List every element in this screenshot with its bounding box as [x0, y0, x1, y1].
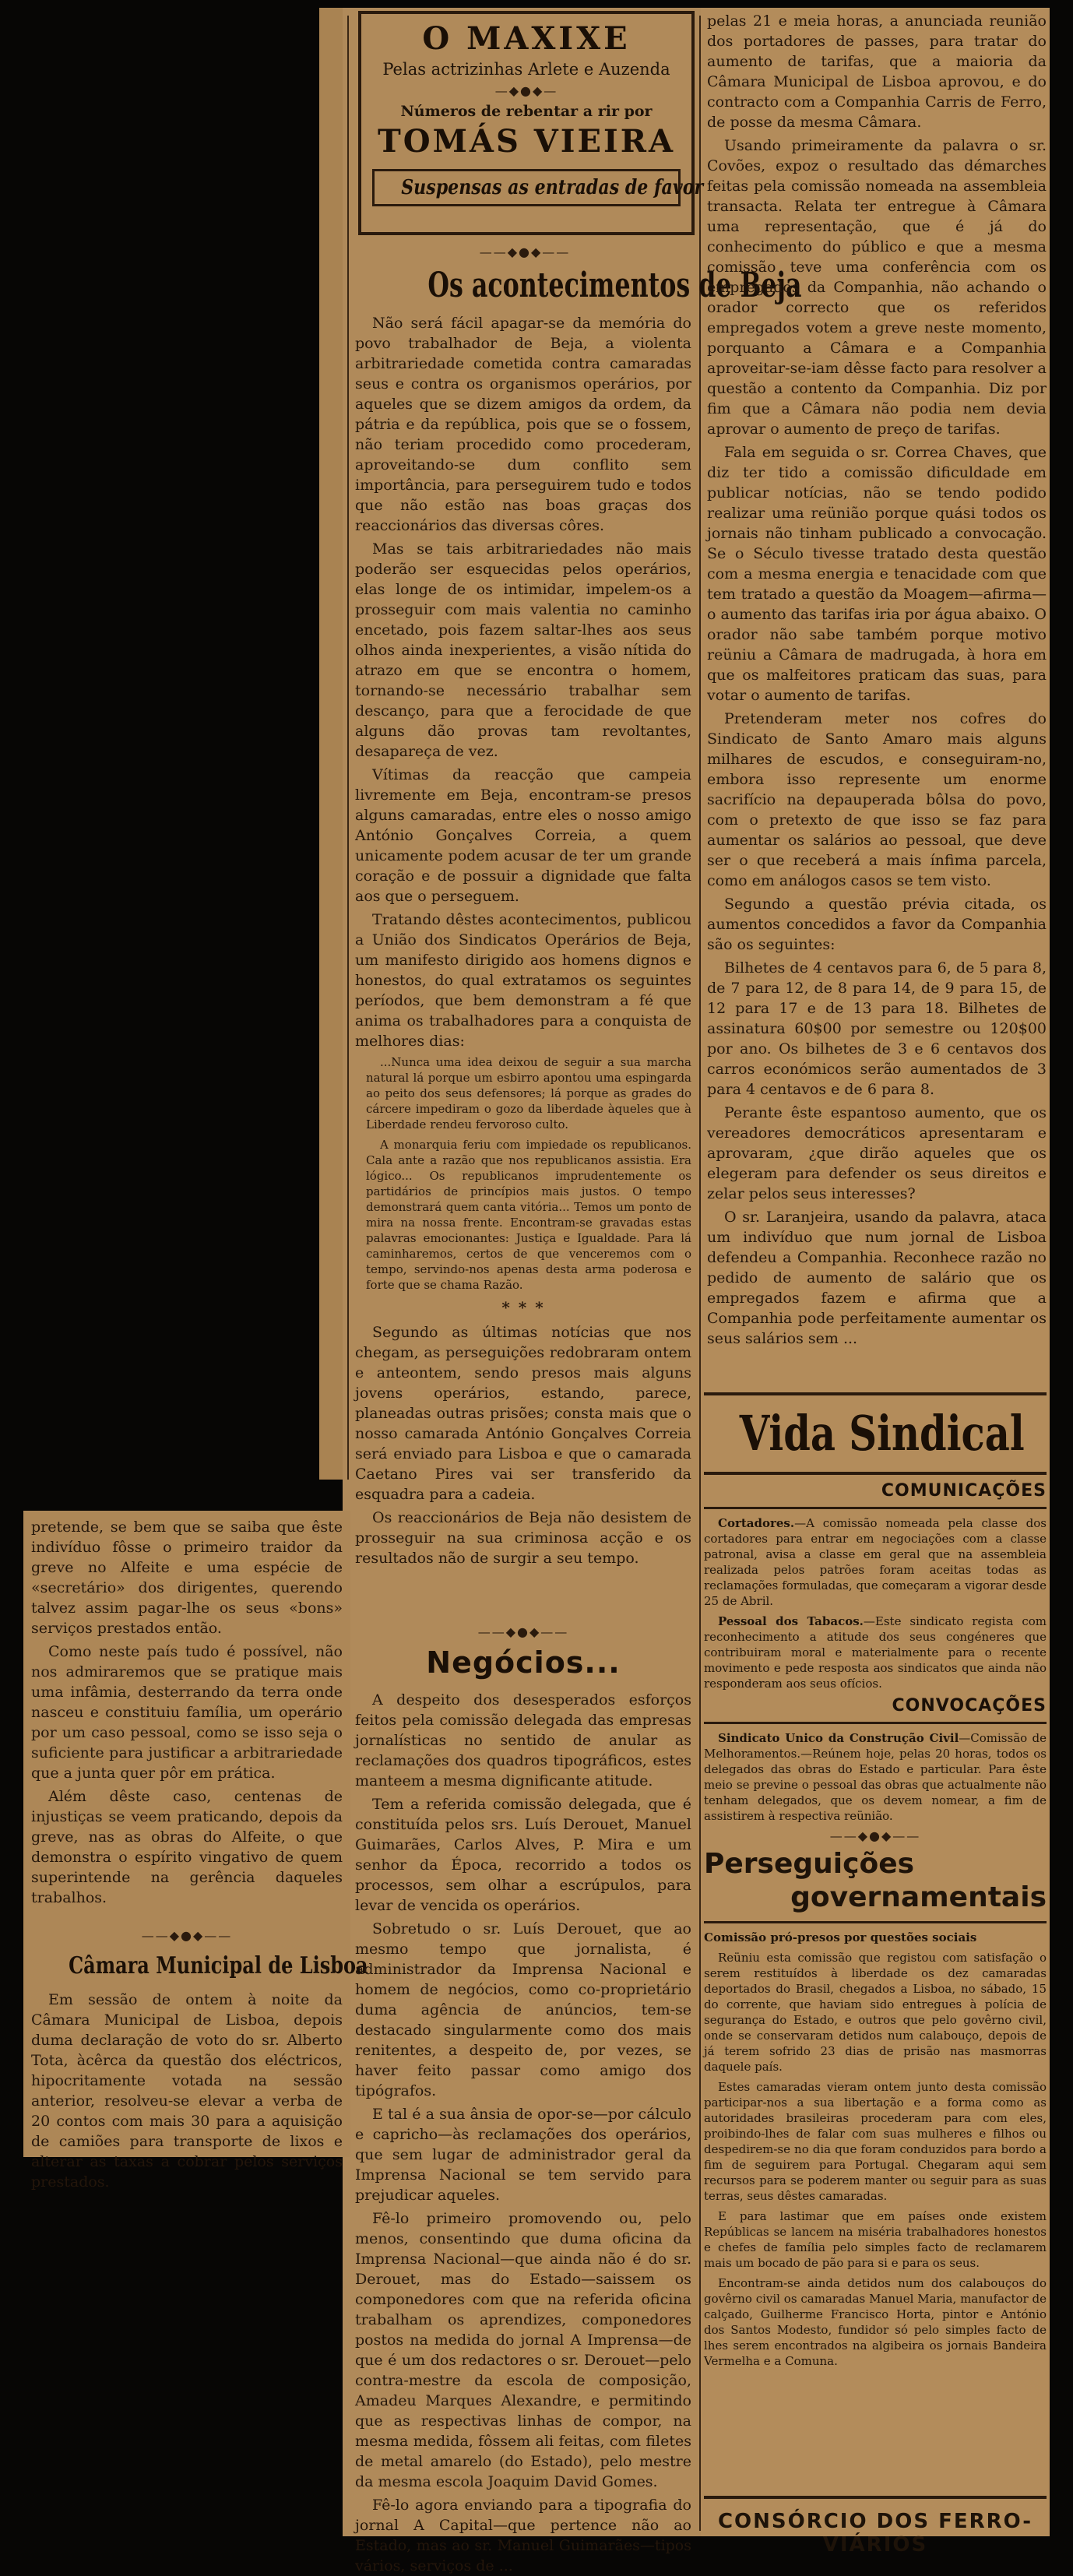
paragraph: Sobretudo o sr. Luís Derouet, que ao mesmo tempo que jornalista, é administrador da Imprensa Nacional e homem de negócios, como co-proprietário duma agência de anúncios, tem-se destacado singularmente como dos mais renitentes, a despeito de, por vezes, se haver feito passar como amigo dos tipógrafos. — [355, 1920, 691, 2099]
paragraph: Em sessão de ontem à noite da Câmara Municipal de Lisboa, depois duma declaração de voto do sr. Alberto Tota, àcêrca da questão dos eléctricos, hipocritamente votada na sessão anterior, resolveu-se elevar a verba de 20 contos com mais 30 para a aquisição de camiões para transporte de lixos e alterar as taxas a cobrar pelos serviços prestados. — [31, 1991, 343, 2191]
paragraph: Estes camaradas vieram ontem junto desta comissão participar-nos a sua libertação e a forma como as autoridades brasileiras procederam para com eles, proibindo-lhes de falar com suas mulheres e filhos ou despedirem-se no dia que foram conduzidos para bordo a fim de seguirem para Portugal. Chegaram aqui sem recursos para se poderem manter ou seguir para as suas terras, seus dêstes camaradas. — [704, 2080, 1047, 2203]
rule — [704, 1921, 1047, 1923]
article-camara-lisboa — [31, 1951, 368, 2191]
paragraph: Os reaccionários de Beja não desistem de prosseguir na sua criminosa acção e os resultados não de surgir a seu tempo. — [355, 1509, 691, 1567]
article-fragment-alfeite — [31, 1517, 343, 1906]
article-negocios — [355, 1643, 691, 2574]
section-title-comunicacoes: COMUNICAÇÕES — [881, 1481, 1047, 1501]
rule — [704, 1392, 1047, 1395]
headline-beja: Os acontecimentos de Beja — [427, 266, 802, 305]
perseguicoes-body — [704, 1930, 1047, 2369]
ornament-divider: ——◆●◆—— — [141, 1928, 233, 1943]
paragraph: Segundo a questão prévia citada, os aumentos concedidos a favor da Companhia são os seguintes: — [707, 896, 1047, 953]
bottom-headline-bar — [704, 2496, 1047, 2557]
ad-subtitle: Pelas actrizinhas Arlete e Auzenda — [382, 60, 670, 79]
article-tarifas-carris — [707, 11, 1047, 1381]
paragraph: Além dêste caso, centenas de injustiças se veem praticando, depois da greve, nas as obras do Alfeite, o que demonstra o espírito vingativo de quem superintende na gerência daqueles trabalhos. — [31, 1788, 343, 1906]
paragraph: pretende, se bem que se saiba que êste indivíduo fôsse o primeiro traidor da greve no Alfeite e uma espécie de «secretário» dos dirigentes, querendo talvez assim pagar-lhe os seus «bons» serviços prestados então. — [31, 1519, 343, 1637]
rule — [704, 1507, 1047, 1509]
rule — [704, 1722, 1047, 1724]
convocacoes-list — [704, 1730, 1047, 1824]
ad-author: TOMÁS VIEIRA — [378, 123, 675, 160]
section-vida-sindical — [704, 1386, 1047, 2535]
paragraph: Mas se tais arbitrariedades não mais poderão ser esquecidas pelos operários, elas longe de os intimidar, impelem-os a prosseguir com mais valentia no caminho encetado, pois fazem saltar-lhes aos seus olhos ainda inexperientes, a visão nítida do atrazo em que se encontra o homem, tornando-se necessário trabalhar sem descanço, para que a ferocidade de que alguns dão provas tam revoltantes, desapareça de vez. — [355, 540, 691, 760]
ornament-divider: ——◆●◆—— — [479, 245, 571, 259]
paragraph: Bilhetes de 4 centavos para 6, de 5 para 8, de 7 para 12, de 8 para 14, de 9 para 15, de 12 para 17 e de 13 para 18. Bilhetes de assinatura 60$00 por semestre ou 120$00 por ano. Os bilhetes de 3 e 6 centavos dos carros económicos serão aumentados de 3 para 4 centavos e de 6 para 8. — [707, 959, 1047, 1098]
paragraph: Como neste país tudo é possível, não nos admiraremos que se pratique mais uma infâmia, desterrando da terra onde nasceu e constituiu família, um operário por um caso pessoal, como se isso seja o suficiente para justificar a arbitrariedade que a junta quer pôr em prática. — [31, 1643, 343, 1782]
paragraph: Tem a referida comissão delegada, que é constituída pelos srs. Luís Derouet, Manuel Guimarães, Carlos Alves, P. Mira e um senhor da Época, recorrido a todos os processos, sem olhar a escrúpulos, para levar de vencida os operários. — [355, 1796, 691, 1914]
paragraph: Pretenderam meter nos cofres do Sindicato de Santo Amaro mais alguns milhares de escudos, e conseguiram-no, embora isso represente um enorme sacrifício na depauperada bôlsa do povo, com o pretexto de que isso se faz para aumentar os salários ao pessoal, que deve ser o que receberá a mais ínfima parcela, como em análogos casos se tem visto. — [707, 710, 1047, 889]
paragraph: Usando primeiramente da palavra o sr. Covões, expoz o resultado das démarches feitas pela comissão nomeada na assembleia transacta. Relata ter entregue à Câmara uma representação, que é já do conhecimento do público e que a mesma comissão teve uma conferência com os empregados da Companhia, não achando o orador correcto que os referidos empregados votem a greve neste momento, porquanto a Câmara e a Companhia aproveitar-se-iam dêsse facto para resolver a questão a contento da Companhia. Diz por fim que a Câmara não podia nem devia aprovar o aumento de preço de tarifas. — [707, 137, 1047, 438]
quoted-paragraph: A monarquia feriu com impiedade os republicanos. Cala ante a razão que nos republicanos assistia. Era lógico... Os republicanos imprudentemente os partidários de princípios mais justos. O tempo demonstrará quem canta vitória... Temos um ponto de mira na nossa frente. Encontram-se gravadas estas palavras emocionantes: Justiça e Igualdade. Para lá caminharemos, certos de que venceremos com o tempo, servindo-nos apenas desta arma poderosa e forte que se chama Razão. — [366, 1138, 691, 1292]
list-item: Sindicato Unico da Construção Civil—Comissão de Melhoramentos.—Reúnem hoje, pelas 20 horas, todos os delegados das obras do Estado e particular. Para êste meio se previne o pessoal das obras que actualmente não tenham delegados, que os devem nomear, a fim de assistirem à respectiva reünião. — [704, 1731, 1047, 1823]
paragraph: Vítimas da reacção que campeia livremente em Beja, encontram-se presos alguns camaradas, entre eles o nosso amigo António Gonçalves Correia, a quem unicamente podem acusar de ter um grande coração e de possuir a dignidade que falta aos que o perseguem. — [355, 766, 691, 905]
paragraph: Segundo as últimas notícias que nos chegam, as perseguições redobraram ontem e anteontem, sendo presos mais alguns jovens operários, estando, parece, planeadas outras prisões; consta mais que o nosso camarada António Gonçalves Correia será enviado para Lisboa e que o camarada Caetano Pires vai ser transferido da esquadra para a cadeia. — [355, 1324, 691, 1503]
article-beja — [355, 265, 802, 1567]
headline-camara: Câmara Municipal de Lisboa — [69, 1952, 368, 1980]
headline-vida-sindical: Vida Sindical — [739, 1405, 1025, 1462]
paragraph: pelas 21 e meia horas, a anunciada reunião dos portadores de passes, para tratar do aumento de tarifas, que a maioria da Câmara Municipal de Lisboa aprovou, e do contracto com a Companhia Carris de Ferro, de posse da mesma Câmara. — [707, 12, 1047, 131]
paragraph: E tal é a sua ânsia de opor-se—por cálculo e capricho—às reclamações dos operários, que sem lugar de administrador geral da Imprensa Nacional se tem servido para prejudicar aqueles. — [355, 2106, 691, 2204]
quoted-paragraph: ...Nunca uma idea deixou de seguir a sua marcha natural lá porque um esbirro apontou uma espingarda ao peito dos seus defensores; lá porque as grades do cárcere impediram o gozo da liberdade àqueles que à Liberdade rendeu fervoroso culto. — [366, 1055, 691, 1131]
ornament-divider: ——◆●◆—— — [829, 1828, 921, 1843]
asterism-separator: * * * — [501, 1298, 545, 1317]
headline-perseguicoes-line1: Perseguições — [704, 1848, 915, 1880]
theatre-ad-box — [358, 11, 704, 235]
ornament-divider: —◆●◆— — [494, 83, 558, 98]
ad-notice: Suspensas as entradas de favor — [401, 176, 704, 199]
column-rule-left — [347, 16, 349, 1480]
ad-credit: Números de rebentar a rir por — [400, 103, 653, 120]
paragraph: Fê-lo primeiro promovendo ou, pelo menos, consentindo que duma oficina da Imprensa Nacional—que ainda não é do sr. Derouet, mas do Estado—saissem os componedores com que na referida oficina trabalham os aprendizes, componedores postos na medida do jornal A Imprensa—de que é um dos redactores o sr. Derouet—pelo contra-mestre da escola de composição, Amadeu Marques Alexandre, e permitindo que as respectivas linhas de compor, na mesma medida, fôssem ali feitas, com filetes de metal amarelo (do Estado), pelo mestre da mesma escola Joaquim David Gomes. — [355, 2210, 691, 2490]
paragraph: O sr. Laranjeira, usando da palavra, ataca um indivíduo que num jornal de Lisboa defendeu a Companhia. Reconhece razão no pedido de aumento de salário que os empregados fazem e afirma que a Companhia pode perfeitamente aumentar os seus salários sem ... — [707, 1209, 1047, 1347]
paragraph: Não será fácil apagar-se da memória do povo trabalhador de Beja, a violenta arbitrariedade cometida contra camaradas seus e contra os organismos operários, por aqueles que se dizem amigos da ordem, da pátria e da república, pois que se o fossem, não teriam procedido como procederam, aproveitando-se dum conflito sem importância, para perseguirem tudo e todos que não estão nas boas graças dos reaccionários das diversas côres. — [355, 315, 691, 534]
ad-notice-box — [372, 169, 704, 206]
headline-negocios: Negócios... — [426, 1645, 621, 1680]
paragraph: A despeito dos desesperados esforços feitos pela comissão delegada das empresas jornalísticas no sentido de anular as reclamações dos quadros tipográficos, estes manteem a mesma dignificante atitude. — [355, 1691, 691, 1789]
section-title-convocacoes: CONVOCAÇÕES — [892, 1696, 1047, 1716]
paragraph: Fala em seguida o sr. Correa Chaves, que diz ter tido a comissão dificuldade em publicar notícias, não se tendo podido realizar uma reünião porque quási todos os jornais não tinham publicado a convocação. Se o Século tivesse tratado desta questão com a mesma energia e tenacidade com que tem tratado a questão da Moagem—afirma—o aumento das tarifas iria por água abaixo. O orador não sabe também porque motivo reüniu a Câmara de madrugada, à hora em que os malfeitores praticam das suas, para votar o aumento de tarifas. — [707, 444, 1047, 704]
column-rule-center — [699, 16, 701, 2531]
paragraph: Tratando dêstes acontecimentos, publicou a União dos Sindicatos Operários de Beja, um manifesto dirigido aos homens dignos e honestos, do qual extratamos os seguintes períodos, que bem demonstram a fé que anima os trabalhadores para a conquista de melhores dias: — [355, 911, 691, 1050]
ornament-divider: ——◆●◆—— — [477, 1624, 569, 1639]
paragraph: Encontram-se ainda detidos num dos calabouços do govêrno civil os camaradas Manuel Maria, manufactor de calçado, Guilherme Francisco Horta, pintor e António dos Santos Modesto, fundidor só pelo simples facto de lhes serem encontrados na algibeira os jornais Bandeira Vermelha e a Comuna. — [704, 2276, 1047, 2368]
paragraph: E para lastimar que em países onde existem Repúblicas se lancem na miséria trabalhadores honestos e chefes de família pelo simples facto de reclamarem mais um bocado de pão para si e para os seus. — [704, 2209, 1047, 2270]
ad-title: O MAXIXE — [422, 20, 631, 57]
headline-perseguicoes-line2: governamentais — [790, 1881, 1047, 1913]
paper-strip-left-margin — [319, 8, 343, 1480]
paragraph: Fê-lo agora enviando para a tipografia do jornal A Capital—que pertence não ao Estado, mas ao sr. Manuel Guimarães—tipos vários, serviços de ... — [355, 2497, 691, 2574]
list-item: Cortadores.—A comissão nomeada pela classe dos cortadores para entrar em negociações com a classe patronal, avisa a classe em geral que na assembleia realizada pelos patrões foram aceitas todas as reclamações formuladas, que começaram a vigorar desde 25 de Abril. — [704, 1516, 1047, 1608]
paragraph: Reüniu esta comissão que registou com satisfação o serem restituídos à liberdade os dez camaradas deportados do Brasil, chegados a Lisboa, no sábado, 15 do corrente, que haviam sido entregues à polícia de segurança do Estado, e outros que pelo govêrno civil, onde se conservaram detidos num calabouço, depois de já terem sofrido 23 dias de prisão nas masmorras daquele país. — [704, 1951, 1047, 2074]
paragraph: Perante êste espantoso aumento, que os vereadores democráticos apresentaram e aprovaram, ¿que dirão aqueles que os elegeram para defender os seus direitos e zelar pelos seus interesses? — [707, 1104, 1047, 1202]
subhead: Comissão pró-presos por questões sociais — [704, 1930, 977, 1944]
headline-consorcio: CONSÓRCIO DOS FERRO-VIÁRIOS — [717, 2510, 1033, 2557]
comunicacoes-list — [704, 1515, 1047, 1691]
rule — [704, 1472, 1047, 1475]
list-item: Pessoal dos Tabacos.—Este sindicato regista com reconhecimento a atitude dos seus congéneres que contribuiram moral e materialmente para o recente movimento e pede resposta aos sindicatos que ainda não responderam aos seus ofícios. — [704, 1614, 1047, 1691]
